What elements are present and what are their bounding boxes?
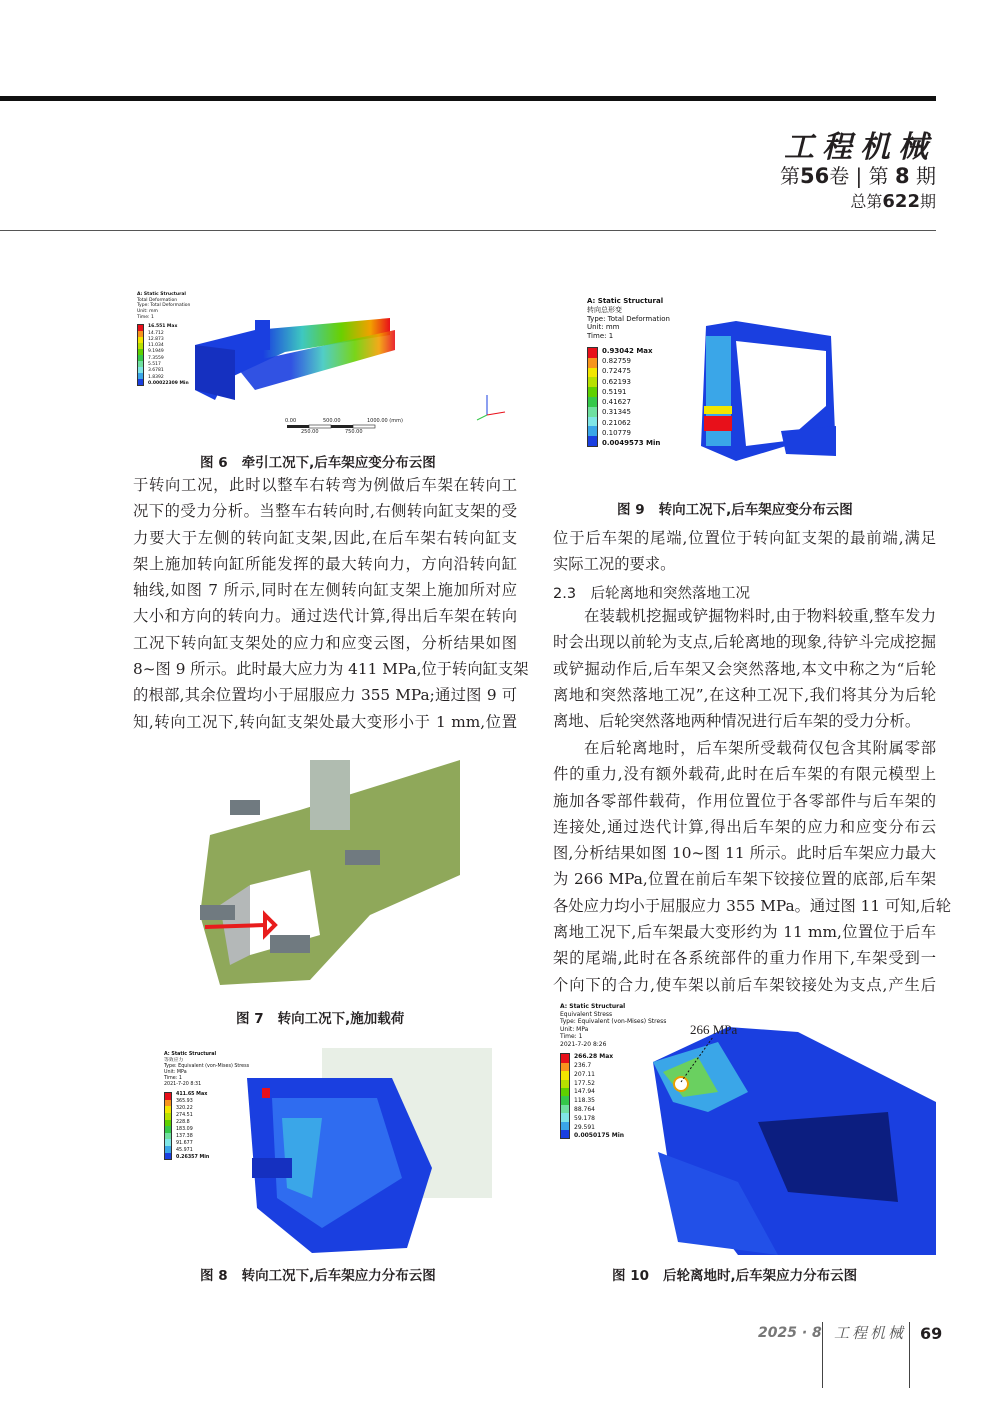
text-line: 离地、后轮突然落地两种情况进行后车架的受力分析。 [553, 712, 921, 731]
header-divider [0, 230, 936, 231]
legend-value: 9.1949 [148, 349, 164, 355]
text-line: 离地和突然落地工况”,在这种工况下,我们将其分为后轮 [553, 685, 936, 704]
color-scale [560, 1053, 666, 1139]
legend-value: 29.591 [574, 1123, 595, 1131]
figure-6-caption: 图 6 牵引工况下,后车架应变分布云图 [200, 455, 436, 471]
color-swatch [561, 1105, 569, 1113]
figure-8-caption: 图 8 转向工况下,后车架应力分布云图 [200, 1268, 436, 1284]
legend-value: 0.31345 [602, 408, 631, 417]
color-swatch [561, 1054, 569, 1062]
color-swatch [165, 1126, 171, 1133]
figure-10-legend [560, 1003, 666, 1139]
legend-header-line: Time: 1 [560, 1033, 583, 1040]
legend-header-line: Time: 1 [137, 314, 154, 320]
legend-value: 1.8392 [148, 374, 164, 380]
figure-7-model [190, 755, 462, 995]
legend-value: 7.3559 [148, 355, 164, 361]
legend-value: 5.517 [148, 362, 161, 368]
footer-journal: 工程机械 [834, 1324, 907, 1342]
legend-header-line: Total Deformation [137, 297, 178, 303]
legend-value: 0.93042 Max [602, 347, 653, 356]
legend-value: 0.5191 [602, 387, 627, 396]
scale-bar-segment [331, 425, 353, 428]
text-line: 大小和方向的转向力。通过迭代计算,得出后车架在转向 [133, 607, 517, 626]
legend-header-line: Time: 1 [587, 332, 614, 340]
legend-value: 177.52 [574, 1079, 595, 1087]
legend-header-line: A: Static Structural [164, 1052, 217, 1057]
figure-6 [135, 290, 515, 440]
color-scale [164, 1092, 249, 1160]
legend-value: 320.22 [176, 1106, 193, 1112]
text-line: 为 266 MPa,位置在前后车架下铰接位置的底部,后车架 [553, 870, 936, 889]
color-swatch [588, 368, 597, 378]
legend-value: 183.09 [176, 1127, 193, 1133]
legend-value: 14.712 [148, 330, 164, 336]
legend-value: 11.034 [148, 343, 164, 349]
legend-value: 0.0050175 Min [574, 1132, 625, 1140]
legend-header-line: Unit: mm [137, 308, 158, 314]
legend-header-line: A: Static Structural [137, 292, 186, 297]
legend-header-line: A: Static Structural [587, 297, 664, 305]
legend-header-line: Unit: MPa [560, 1025, 589, 1033]
text-line: 施加各零部件载荷，作用位置位于各零部件与后车架的 [553, 791, 936, 810]
legend-value: 137.38 [176, 1134, 193, 1140]
scale-bar-segment [353, 425, 375, 428]
legend-value: 207.11 [574, 1070, 595, 1078]
legend-value: 266.28 Max [574, 1053, 614, 1061]
legend-header-line: Type: Total Deformation [587, 314, 670, 323]
color-swatch [165, 1100, 171, 1107]
color-swatch [165, 1106, 171, 1113]
color-swatch [165, 1146, 171, 1153]
scale-label: 750.00 [345, 429, 363, 435]
color-swatch [561, 1080, 569, 1088]
color-swatch [165, 1139, 171, 1146]
legend-value: 228.8 [176, 1120, 190, 1126]
text-line: 各处应力均小于屈服应力 355 MPa。通过图 11 可知,后轮 [553, 896, 952, 915]
legend-header-line: Unit: mm [587, 323, 620, 332]
legend-value: 0.0049573 Min [602, 439, 661, 448]
text-line: 架的尾端,此时在各系统部件的重力作用下,车架受到一 [553, 949, 936, 968]
scale-bar-segment [309, 425, 331, 428]
legend-value: 0.21062 [602, 418, 631, 427]
legend-value: 118.35 [574, 1097, 595, 1105]
legend-value: 0.26357 Min [176, 1155, 210, 1161]
color-swatch [165, 1120, 171, 1127]
journal-logo: 工程机械 [784, 130, 936, 165]
text-line: 个向下的合力,使车架以前后车架铰接处为支点,产生后 [553, 975, 936, 994]
legend-header-line: Unit: MPa [164, 1069, 187, 1075]
color-swatch [588, 407, 597, 417]
legend-header-line: 等效应力 [164, 1057, 184, 1063]
figure-10-annotation: 266 MPa [690, 1022, 738, 1037]
legend-header-line: Type: Equivalent (von-Mises) Stress [560, 1018, 667, 1025]
legend-value: 45.971 [176, 1148, 193, 1154]
figure-9-legend [587, 297, 670, 447]
scale-label: 1000.00 (mm) [367, 418, 403, 424]
color-swatch [588, 348, 597, 358]
legend-value: 0.72475 [602, 367, 631, 376]
scale-label: 250.00 [301, 429, 319, 435]
color-swatch [561, 1096, 569, 1104]
legend-value: 0.41627 [602, 398, 631, 407]
color-swatch [561, 1088, 569, 1096]
legend-value: 147.94 [574, 1088, 595, 1096]
color-swatch [561, 1063, 569, 1071]
text-line: 的根部,其余位置均小于屈服应力 355 MPa;通过图 9 可 [133, 686, 517, 705]
text-line: 工况下转向缸支架处的应力和应变云图，分析结果如图 [133, 633, 517, 652]
legend-value: 12.873 [148, 336, 164, 342]
volume-issue: 第56卷 | 第 8 期 [779, 164, 936, 188]
color-swatch [561, 1130, 569, 1138]
section-heading: 2.3 后轮离地和突然落地工况 [553, 586, 751, 602]
legend-value: 16.551 Max [148, 324, 178, 330]
color-swatch [588, 426, 597, 436]
text-line: 在后轮离地时，后车架所受载荷仅包含其附属零部 [584, 739, 936, 757]
figure-10-caption: 图 10 后轮离地时,后车架应力分布云图 [612, 1268, 858, 1284]
color-swatch [588, 377, 597, 387]
legend-header-line: A: Static Structural [560, 1003, 626, 1010]
scale-label: 500.00 [323, 418, 341, 424]
figure-7-caption: 图 7 转向工况下,施加载荷 [236, 1011, 405, 1027]
text-line: 况下的受力分析。当整车右转向时,右侧转向缸支架的受 [133, 502, 517, 521]
legend-value: 91.677 [176, 1141, 193, 1147]
legend-value: 236.7 [574, 1062, 592, 1070]
scale-label: 0.00 [285, 418, 297, 424]
text-line: 位于后车架的尾端,位置位于转向缸支架的最前端,满足 [553, 529, 936, 547]
right-column-text-b [553, 603, 936, 734]
legend-value: 365.93 [176, 1099, 193, 1105]
color-swatch [588, 417, 597, 427]
legend-header-line: 转向总形变 [587, 305, 622, 314]
color-swatch [165, 1133, 171, 1140]
figure-8-legend [164, 1052, 249, 1160]
figure-8 [162, 1048, 492, 1253]
color-swatch [561, 1071, 569, 1079]
legend-value: 0.00022309 Min [148, 381, 189, 387]
figure-9-caption: 图 9 转向工况下,后车架应变分布云图 [617, 502, 853, 518]
legend-value: 0.82759 [602, 357, 631, 366]
color-swatch [561, 1122, 569, 1130]
legend-value: 59.178 [574, 1114, 595, 1122]
header-rule [0, 96, 936, 101]
right-column-text-a [553, 525, 936, 578]
page-number: 69 [920, 1324, 943, 1343]
legend-value: 274.51 [176, 1113, 193, 1119]
scale-bar-segment [287, 425, 309, 428]
color-swatch [588, 397, 597, 407]
footer-year-issue: 2025 · 8 [758, 1325, 822, 1341]
legend-header-line: Type: Equivalent (von-Mises) Stress [164, 1063, 250, 1069]
text-line: 连接处,通过迭代计算,得出后车架的应力和应变分布云 [553, 817, 936, 836]
text-line: 架上施加转向缸所能发挥的最大转向力，方向沿转向缸 [133, 554, 517, 573]
footer-divider [822, 1322, 823, 1388]
color-swatch [165, 1093, 171, 1100]
legend-header-line: 2021-7-20 8:31 [164, 1081, 202, 1087]
text-line: 件的重力,没有额外载荷,此时在后车架的有限元模型上 [553, 765, 936, 784]
text-line: 在装载机挖掘或铲掘物料时,由于物料较重,整车发力 [584, 607, 936, 625]
text-line: 图,分析结果如图 10~图 11 所示。此时后车架应力最大 [553, 844, 936, 863]
text-line: 实际工况的要求。 [553, 555, 676, 574]
legend-value: 3.6781 [148, 368, 164, 374]
color-swatch [165, 1113, 171, 1120]
total-issue: 总第622期 [850, 191, 936, 212]
figure-9 [586, 296, 936, 466]
color-swatch [588, 436, 597, 446]
text-line: 8~图 9 所示。此时最大应力为 411 MPa,位于转向缸支架 [133, 660, 529, 679]
text-line: 离地工况下,后车架最大变形约为 11 mm,位置位于后车 [553, 923, 936, 942]
figure-10 [558, 1002, 936, 1255]
color-swatch [588, 387, 597, 397]
legend-header-line: 2021-7-20 8:26 [560, 1040, 607, 1048]
color-swatch [165, 1153, 171, 1160]
legend-header-line: Equivalent Stress [560, 1010, 613, 1018]
figure-7 [190, 755, 462, 995]
color-scale [587, 347, 670, 447]
left-column-text [133, 472, 529, 735]
right-column-text-c [553, 735, 952, 998]
footer-divider [909, 1322, 910, 1388]
color-swatch [561, 1113, 569, 1121]
text-line: 知,转向工况下,转向缸支架处最大变形小于 1 mm,位置 [133, 712, 517, 731]
text-line: 力要大于左侧的转向缸支架,因此,在后车架右转向缸支 [133, 528, 517, 547]
legend-value: 88.764 [574, 1105, 595, 1113]
legend-value: 0.10779 [602, 428, 631, 437]
text-line: 时会出现以前轮为支点,后轮离地的现象,待铲斗完成挖掘 [553, 633, 936, 652]
load-arrow-icon [205, 925, 265, 927]
legend-header-line: Type: Total Deformation [137, 303, 191, 309]
legend-header-line: Time: 1 [164, 1075, 182, 1081]
text-line: 轴线,如图 7 所示,同时在左侧转向缸支架上施加所对应 [133, 581, 517, 600]
text-line: 或铲掘动作后,后车架又会突然落地,本文中称之为“后轮 [553, 659, 936, 678]
legend-value: 0.62193 [602, 377, 631, 386]
legend-value: 411.65 Max [176, 1092, 208, 1098]
text-line: 于转向工况，此时以整车右转弯为例做后车架在转向工 [133, 476, 517, 494]
color-swatch [588, 358, 597, 368]
